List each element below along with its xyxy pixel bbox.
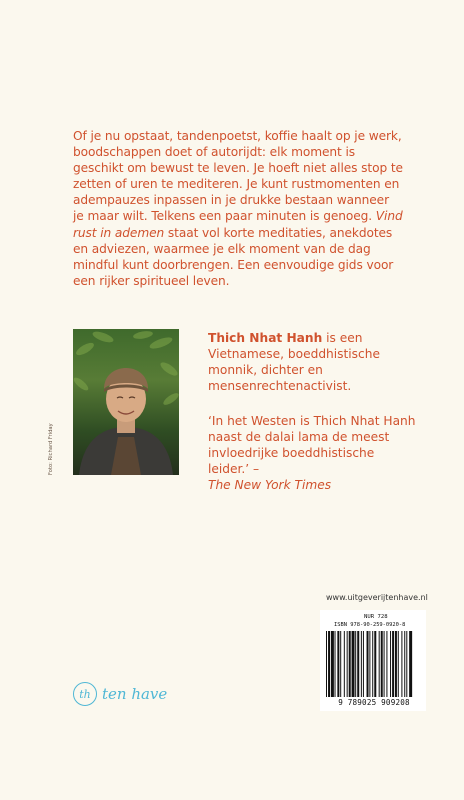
publisher-logo-text: ten have xyxy=(102,685,168,703)
isbn-number: ISBN 978-90-259-0920-8 xyxy=(334,622,406,628)
quote-source: The New York Times xyxy=(208,478,332,493)
publisher-logo-mark: th xyxy=(73,682,97,706)
author-description: is een Vietnamese, boeddhistische monnik, dichter en mensenrechtenactivist. xyxy=(208,331,380,394)
blurb-text-start: Of je nu opstaat, tandenpoetst, koffie haalt op je werk, boodschappen doet of autorijdt: elk moment is geschikt om bewust te leven. Je hoeft niet alles stop te zetten of uren te mediteren. Je kunt rustmomenten en adempauzes inpassen in je drukke bestaan wanneer je maar wilt. Telkens een paar minuten is genoeg. xyxy=(73,129,403,224)
back-cover-blurb xyxy=(73,128,403,289)
book-title: Vind rust in ademen xyxy=(73,209,403,240)
ean-number: 9 789025 909208 xyxy=(338,698,410,707)
author-name: Thich Nhat Hanh xyxy=(208,331,323,345)
review-quote xyxy=(208,413,418,493)
publisher-logo xyxy=(73,682,167,706)
nur-code: NUR 728 xyxy=(364,614,388,620)
photo-credit: Foto: Richard Friday xyxy=(48,423,54,475)
author-bio xyxy=(208,330,408,394)
quote-text: ‘In het Westen is Thich Nhat Hanh naast de dalai lama de meest invloedrijke boeddhistische leider.’ – xyxy=(208,414,416,477)
author-photo xyxy=(73,329,179,475)
barcode-label xyxy=(320,610,426,711)
blurb-text-end: staat vol korte meditaties, anekdotes en adviezen, waarmee je elk moment van de dag mindful kunt doorbrengen. Een eenvoudige gids voor een rijker spiritueel leven. xyxy=(73,225,394,288)
author-portrait-illustration xyxy=(73,329,179,475)
publisher-url: www.uitgeverijtenhave.nl xyxy=(326,593,428,602)
barcode-bars xyxy=(326,631,422,697)
